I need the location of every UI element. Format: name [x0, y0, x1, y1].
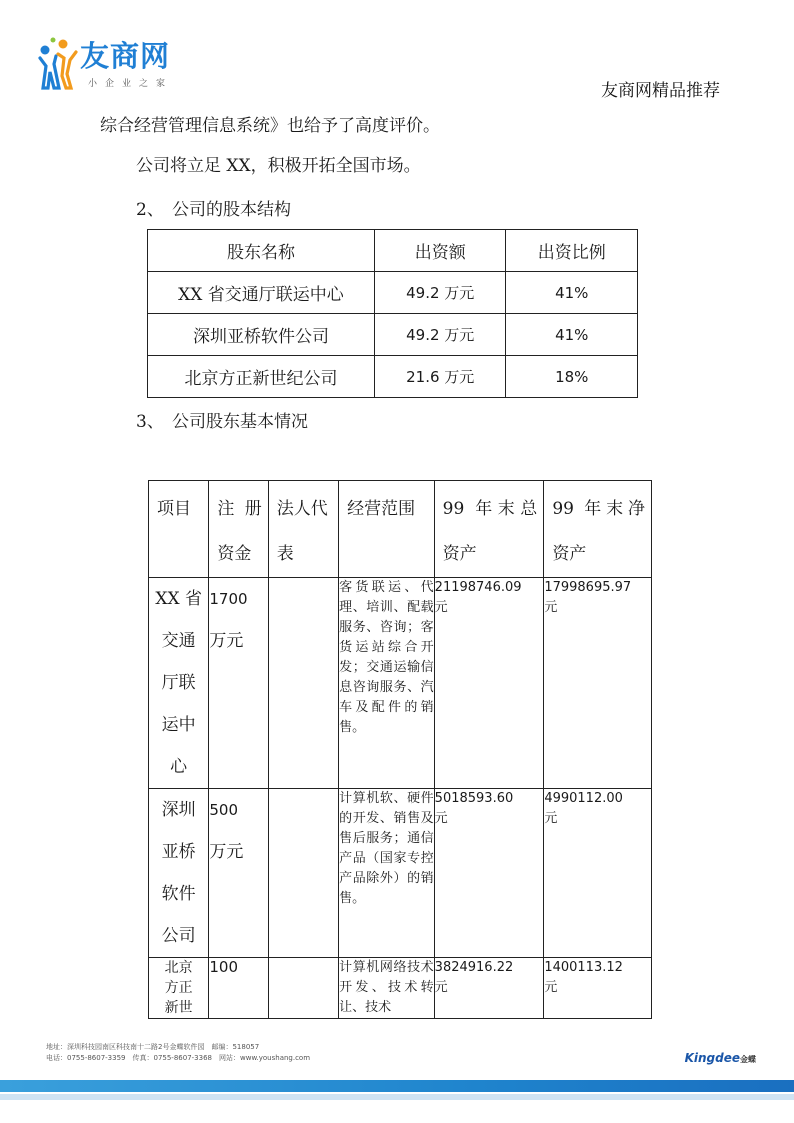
column-header	[209, 481, 268, 578]
net-assets-value: 4990112.00	[544, 791, 623, 806]
footer-band-light	[0, 1094, 794, 1100]
company-name	[149, 789, 209, 958]
kingdee-cn: 金蝶	[740, 1055, 756, 1064]
registered-capital	[209, 578, 268, 789]
shareholder-name: XX 省交通厅联运中心	[148, 272, 375, 314]
total-assets-value: 21198746.09	[434, 580, 522, 595]
header-assets-line2: 资产	[442, 544, 477, 564]
page-header	[0, 0, 794, 110]
header-item: 项目	[157, 499, 191, 519]
investment-amount: 49.2 万元	[374, 314, 506, 356]
name-line: 交通	[161, 631, 196, 651]
shareholder-name: 北京方正新世纪公司	[148, 356, 375, 398]
table-header-row	[149, 481, 652, 578]
name-line: 运中	[161, 715, 196, 735]
column-header: 出资额	[374, 230, 506, 272]
table-row	[149, 789, 652, 958]
column-header	[339, 481, 435, 578]
net-assets-unit: 元	[544, 980, 558, 995]
header-capital-line2: 资金	[217, 544, 252, 564]
table-row	[148, 314, 638, 356]
registered-capital	[209, 789, 268, 958]
investment-ratio: 18%	[506, 356, 638, 398]
name-line: XX 省	[155, 589, 202, 609]
people-logo-icon	[36, 36, 80, 96]
capital-unit: 万元	[209, 842, 244, 862]
shareholder-info-table	[148, 480, 652, 1019]
kingdee-logo[interactable]	[685, 1051, 756, 1065]
company-name	[149, 958, 209, 1019]
name-line: 方正	[164, 980, 193, 996]
header-net-line2: 资产	[552, 544, 587, 564]
section-number: 3、	[136, 412, 164, 432]
business-scope: 计算机网络技术开发、技术转让、技术	[339, 958, 435, 1019]
column-header	[268, 481, 338, 578]
investment-amount: 49.2 万元	[374, 272, 506, 314]
company-name	[149, 578, 209, 789]
net-assets-value: 17998695.97	[544, 580, 632, 595]
net-assets-value: 1400113.12	[544, 960, 623, 975]
total-assets	[434, 578, 544, 789]
investment-ratio: 41%	[506, 314, 638, 356]
section-number: 2、	[136, 200, 164, 220]
total-assets-value: 3824916.22	[434, 960, 514, 975]
header-net-line1: 99 年末净	[552, 499, 645, 519]
table-header-row	[148, 230, 638, 272]
investment-amount: 21.6 万元	[374, 356, 506, 398]
total-assets	[434, 958, 544, 1019]
header-capital-line1: 注 册	[217, 499, 262, 519]
paragraph-text: 公司将立足 XX，积极开拓全国市场。	[136, 156, 421, 176]
name-line: 公司	[161, 926, 196, 946]
total-assets-unit: 元	[434, 811, 448, 826]
net-assets	[544, 958, 652, 1019]
table-row	[148, 272, 638, 314]
net-assets	[544, 578, 652, 789]
name-line: 厅联	[161, 673, 196, 693]
column-header: 出资比例	[506, 230, 638, 272]
header-title: 友商网精品推荐	[601, 81, 720, 101]
column-header	[149, 481, 209, 578]
table-row	[149, 958, 652, 1019]
registered-capital: 100	[209, 958, 268, 1019]
net-assets	[544, 789, 652, 958]
table-row	[148, 356, 638, 398]
total-assets-unit: 元	[434, 600, 448, 615]
name-line: 心	[170, 757, 188, 777]
legal-representative	[268, 578, 338, 789]
name-line: 软件	[161, 884, 196, 904]
kingdee-wordmark: Kingdee	[684, 1051, 740, 1065]
name-line: 新世	[164, 1000, 193, 1016]
total-assets-unit: 元	[434, 980, 448, 995]
paragraph-text: 综合经营管理信息系统》也给予了高度评价。	[100, 116, 440, 136]
business-scope: 计算机软、硬件的开发、销售及售后服务；通信产品（国家专控产品除外）的销售。	[339, 789, 435, 958]
footer-contact	[46, 1042, 310, 1064]
total-assets-value: 5018593.60	[434, 791, 514, 806]
column-header	[434, 481, 544, 578]
section-title: 公司股东基本情况	[172, 412, 308, 432]
net-assets-unit: 元	[544, 811, 558, 826]
column-header: 股东名称	[148, 230, 375, 272]
total-assets	[434, 789, 544, 958]
section-heading	[136, 198, 291, 222]
equity-structure-table	[147, 229, 638, 398]
legal-representative	[268, 789, 338, 958]
investment-ratio: 41%	[506, 272, 638, 314]
capital-amount: 500	[209, 801, 238, 819]
net-assets-unit: 元	[544, 600, 558, 615]
shareholder-name: 深圳亚桥软件公司	[148, 314, 375, 356]
name-line: 亚桥	[161, 842, 196, 862]
footer-phone: 电话：0755-8607-3359 传真：0755-8607-3368 网站：www.youshang.com	[46, 1054, 311, 1062]
logo-tagline: 小企业之家	[88, 79, 174, 89]
name-line: 北京	[164, 960, 193, 976]
header-legal-line1: 法人代	[276, 499, 328, 519]
section-title: 公司的股本结构	[172, 200, 291, 220]
section-heading	[136, 410, 308, 434]
table-row	[149, 578, 652, 789]
business-scope: 客货联运、代理、培训、配载服务、咨询；客货运站综合开发；交通运输信息咨询服务、汽车及配件的销售。	[339, 578, 435, 789]
legal-representative	[268, 958, 338, 1019]
capital-amount: 1700	[209, 590, 248, 608]
name-line: 深圳	[161, 800, 196, 820]
header-legal-line2: 表	[276, 544, 294, 564]
capital-unit: 万元	[209, 631, 244, 651]
footer-band	[0, 1080, 794, 1092]
youshang-logo[interactable]	[36, 36, 206, 96]
logo-wordmark: 友商网	[80, 39, 171, 73]
header-assets-line1: 99 年末总	[442, 499, 538, 519]
column-header	[544, 481, 652, 578]
footer-address: 地址：深圳科技园南区科技南十二路2号金蝶软件园 邮编：518057	[46, 1043, 260, 1051]
header-scope: 经营范围	[347, 499, 416, 519]
